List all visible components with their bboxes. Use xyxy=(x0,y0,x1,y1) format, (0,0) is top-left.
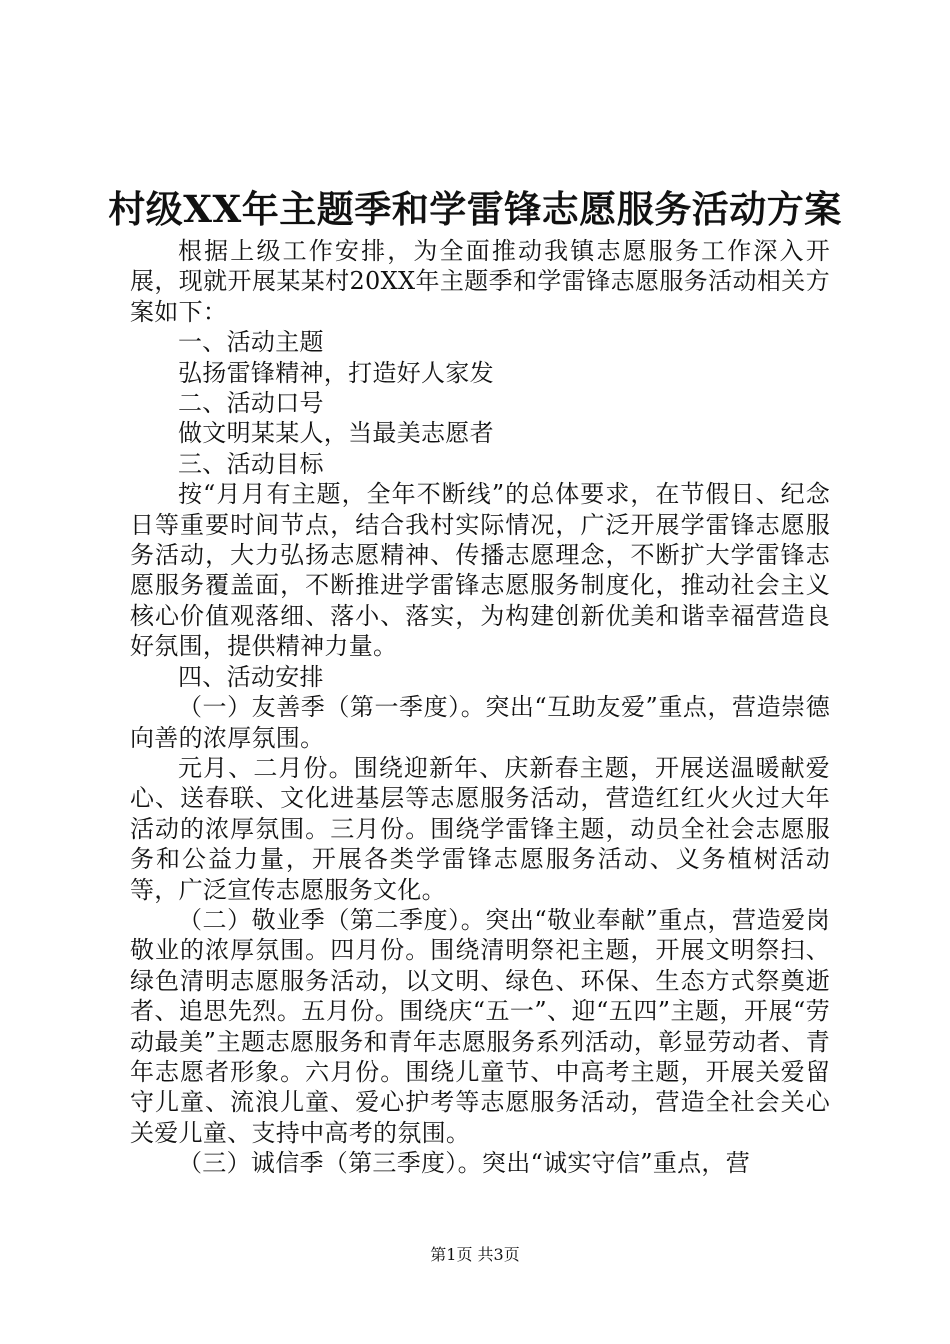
paragraph-goals: 按“月月有主题，全年不断线”的总体要求，在节假日、纪念日等重要时间节点，结合我村实际情况，广泛开展学雷锋志愿服务活动，大力弘扬志愿精神、传播志愿理念，不断扩大学雷锋志愿服务覆盖面，不断推进学雷锋志愿服务制度化，推动社会主义核心价值观落细、落小、落实，为构建创新优美和谐幸福营造良好氛围，提供精神力量。 xyxy=(130,480,830,661)
paragraph-q1-title: （一）友善季（第一季度）。突出“互助友爱”重点，营造崇德向善的浓厚氛围。 xyxy=(130,693,830,752)
document-title: 村级XX年主题季和学雷锋志愿服务活动方案 xyxy=(108,187,842,231)
heading-goals: 三、活动目标 xyxy=(178,449,324,478)
paragraph-slogan: 做文明某某人，当最美志愿者 xyxy=(178,419,494,448)
document-body xyxy=(130,236,830,1179)
paragraph-q2: （二）敬业季（第二季度）。突出“敬业奉献”重点，营造爱岗敬业的浓厚氛围。四月份。围绕清明祭祀主题，开展文明祭扫、绿色清明志愿服务活动，以文明、绿色、环保、生态方式祭奠逝者、追思先烈。五月份。围绕庆“五一”、迎“五四”主题，开展“劳动最美”主题志愿服务和青年志愿服务系列活动，彰显劳动者、青年志愿者形象。六月份。围绕儿童节、中高考主题，开展关爱留守儿童、流浪儿童、爱心护考等志愿服务活动，营造全社会关心关爱儿童、支持中高考的氛围。 xyxy=(130,905,830,1147)
heading-slogan: 二、活动口号 xyxy=(178,389,324,418)
heading-theme: 一、活动主题 xyxy=(178,328,324,357)
paragraph-theme: 弘扬雷锋精神，打造好人家发 xyxy=(178,358,494,387)
heading-arrangement: 四、活动安排 xyxy=(178,662,324,691)
page-footer: 第1页 共3页 xyxy=(430,1245,520,1264)
paragraph-q1-detail: 元月、二月份。围绕迎新年、庆新春主题，开展送温暖献爱心、送春联、文化进基层等志愿服务活动，营造红红火火过大年活动的浓厚氛围。三月份。围绕学雷锋主题，动员全社会志愿服务和公益力量，开展各类学雷锋志愿服务活动、义务植树活动等，广泛宣传志愿服务文化。 xyxy=(130,753,830,904)
paragraph-q3-title: （三）诚信季（第三季度）。突出“诚实守信”重点，营 xyxy=(178,1149,751,1178)
paragraph-intro: 根据上级工作安排，为全面推动我镇志愿服务工作深入开展，现就开展某某村20XX年主题季和学雷锋志愿服务活动相关方案如下： xyxy=(130,237,830,326)
